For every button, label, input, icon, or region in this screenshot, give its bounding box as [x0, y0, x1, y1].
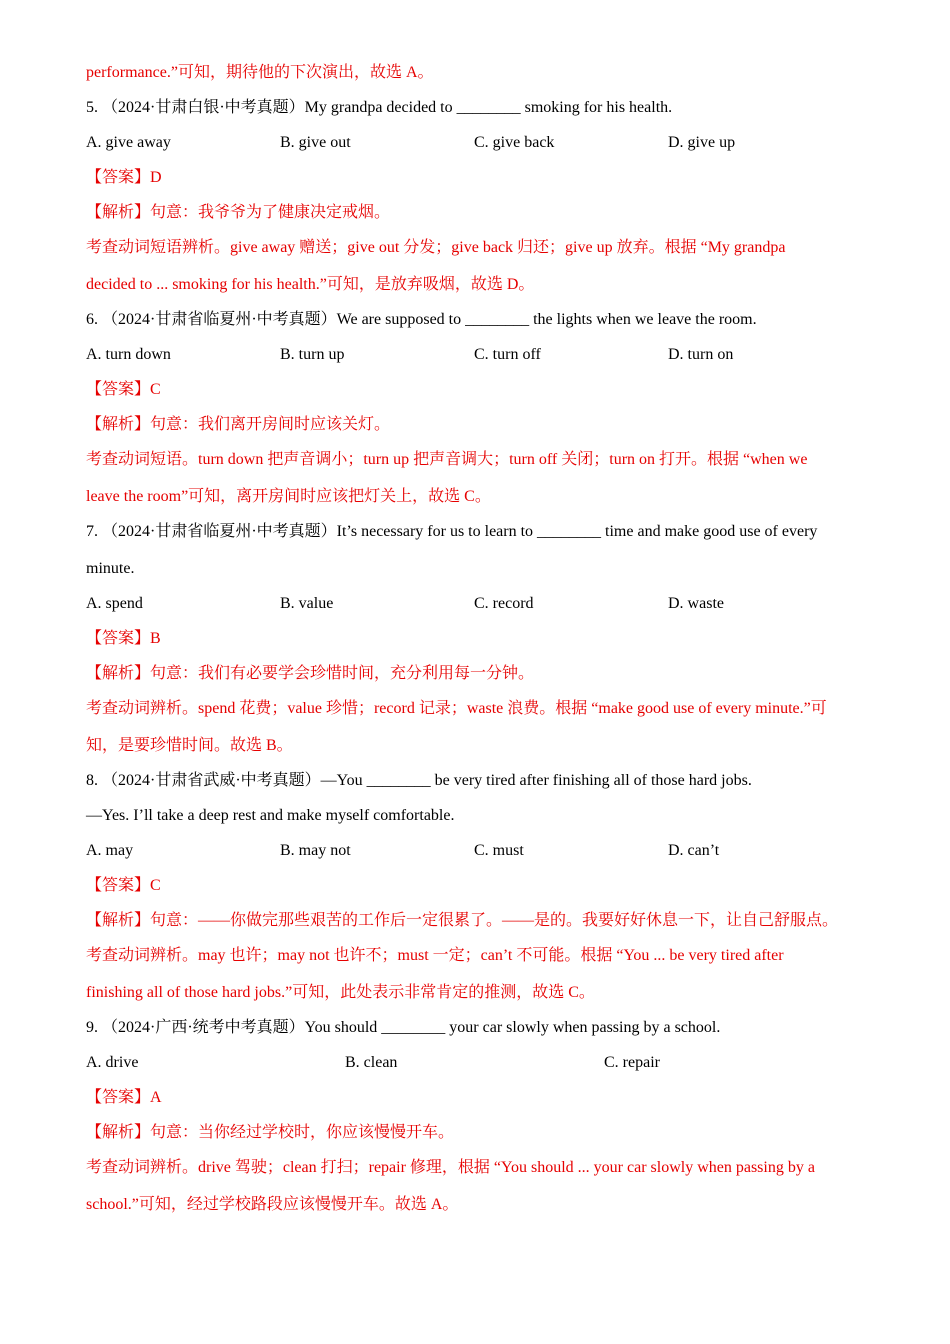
analysis-line: 【解析】句意：我们有必要学会珍惜时间，充分利用每一分钟。 [86, 665, 535, 682]
analysis-line: school.”可知，经过学校路段应该慢慢开车。故选 A。 [86, 1196, 459, 1213]
question-9 [86, 1013, 876, 1225]
question-stem-continued: minute. [86, 560, 135, 577]
option-a: A. drive [86, 1054, 139, 1071]
option-a: A. turn down [86, 346, 171, 363]
analysis-line: 【解析】句意：——你做完那些艰苦的工作后一定很累了。——是的。我要好好休息一下，让自己舒服点。 [86, 912, 839, 929]
question-stem: 7. （2024·甘肃省临夏州·中考真题）It’s necessary for us to learn to ________ time and make good use of every [86, 523, 818, 540]
option-a: A. spend [86, 595, 143, 612]
analysis-line: 考查动词辨析。spend 花费；value 珍惜；record 记录；waste 浪费。根据 “make good use of every minute.”可 [86, 700, 827, 717]
option-c: C. record [474, 595, 534, 612]
analysis-line: 考查动词辨析。drive 驾驶；clean 打扫；repair 修理，根据 “You should ... your car slowly when passing by a [86, 1159, 815, 1176]
question-7 [86, 517, 876, 766]
analysis-line: finishing all of those hard jobs.”可知，此处表示非常肯定的推测，故选 C。 [86, 984, 595, 1001]
answer-line: 【答案】A [86, 1089, 162, 1106]
answer-line: 【答案】C [86, 381, 161, 398]
option-b: B. give out [280, 134, 351, 151]
analysis-line: 【解析】句意：我爷爷为了健康决定戒烟。 [86, 204, 391, 221]
answer-line: 【答案】D [86, 169, 162, 186]
analysis-line: 知，是要珍惜时间。故选 B。 [86, 737, 293, 754]
analysis-line: decided to ... smoking for his health.”可知，是放弃吸烟，故选 D。 [86, 276, 535, 293]
option-d: D. can’t [668, 842, 720, 859]
answer-line: 【答案】B [86, 630, 161, 647]
analysis-line: 【解析】句意：我们离开房间时应该关灯。 [86, 416, 391, 433]
question-stem-continued: —Yes. I’ll take a deep rest and make myself comfortable. [86, 807, 455, 824]
option-b: B. clean [345, 1054, 398, 1071]
options-row [86, 836, 876, 871]
option-d: D. give up [668, 134, 736, 151]
question-stem: 6. （2024·甘肃省临夏州·中考真题）We are supposed to ________ the lights when we leave the room. [86, 311, 757, 328]
question-stem: 8. （2024·甘肃省武威·中考真题）—You ________ be very tired after finishing all of those hard jobs. [86, 772, 752, 789]
analysis-line: 考查动词辨析。may 也许；may not 也许不；must 一定；can’t 不可能。根据 “You ... be very tired after [86, 947, 784, 964]
question-stem: 9. （2024·广西·统考中考真题）You should ________ your car slowly when passing by a school. [86, 1019, 721, 1036]
option-b: B. may not [280, 842, 351, 859]
options-row [86, 128, 876, 163]
option-c: C. turn off [474, 346, 541, 363]
option-c: C. must [474, 842, 524, 859]
answer-line: 【答案】C [86, 877, 161, 894]
option-a: A. may [86, 842, 134, 859]
options-row [86, 1048, 876, 1083]
intro-tail: performance.”可知，期待他的下次演出，故选 A。 [86, 64, 434, 81]
analysis-line: 【解析】句意：当你经过学校时，你应该慢慢开车。 [86, 1124, 455, 1141]
analysis-line: 考查动词短语。turn down 把声音调小；turn up 把声音调大；turn off 关闭；turn on 打开。根据 “when we [86, 451, 808, 468]
options-row [86, 340, 876, 375]
question-5 [86, 93, 876, 305]
option-d: D. turn on [668, 346, 734, 363]
question-8 [86, 766, 876, 1013]
question-6 [86, 305, 876, 517]
document-page [86, 58, 876, 1225]
analysis-line: 考查动词短语辨析。give away 赠送；give out 分发；give back 归还；give up 放弃。根据 “My grandpa [86, 239, 786, 256]
option-d: D. waste [668, 595, 724, 612]
option-b: B. turn up [280, 346, 345, 363]
option-c: C. give back [474, 134, 555, 151]
option-a: A. give away [86, 134, 171, 151]
option-c: C. repair [604, 1054, 660, 1071]
question-stem: 5. （2024·甘肃白银·中考真题）My grandpa decided to ________ smoking for his health. [86, 99, 673, 116]
analysis-line: leave the room”可知，离开房间时应该把灯关上，故选 C。 [86, 488, 491, 505]
options-row [86, 589, 876, 624]
option-b: B. value [280, 595, 334, 612]
